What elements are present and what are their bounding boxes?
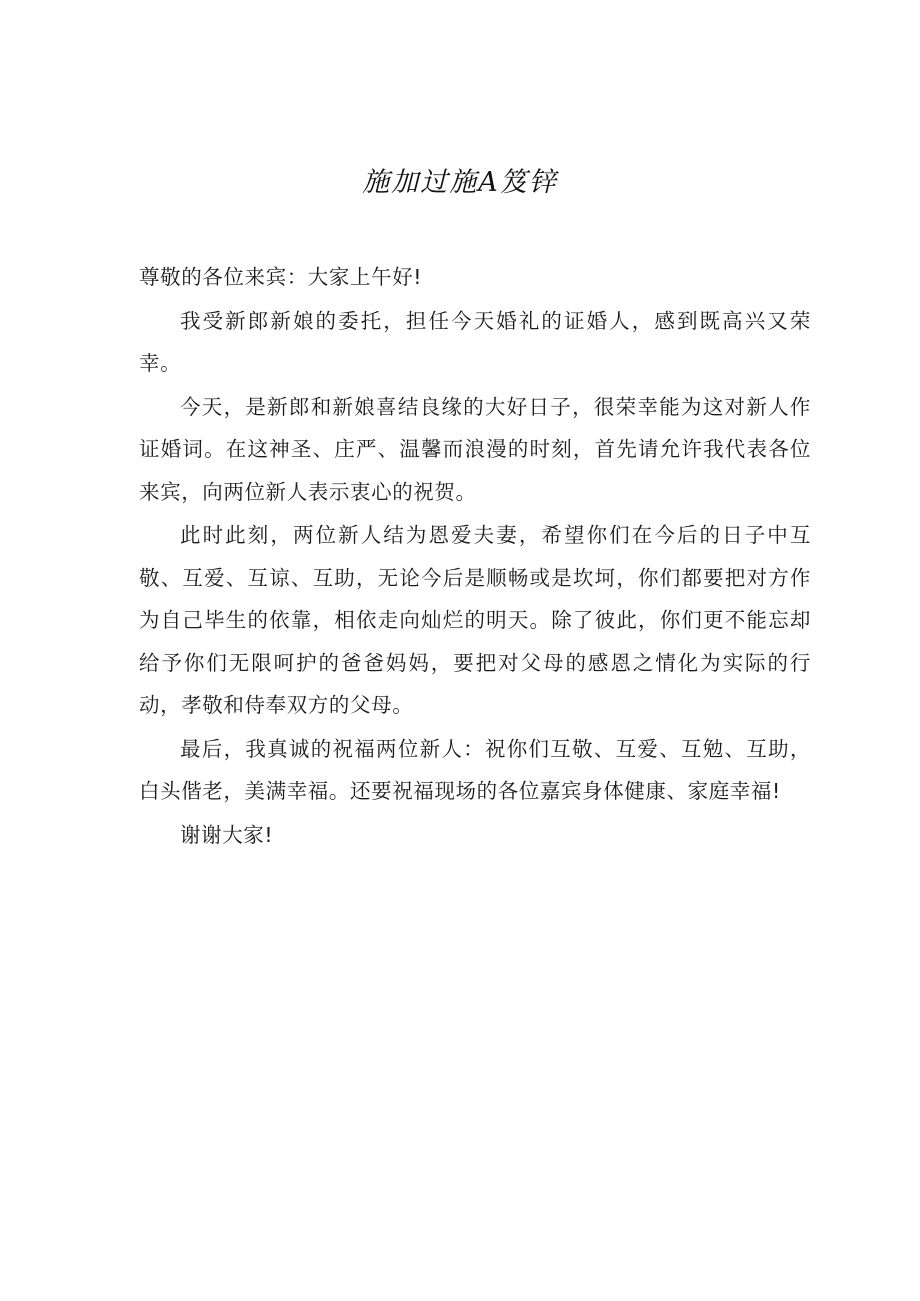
paragraph-congratulations: 今天，是新郎和新娘喜结良缘的大好日子，很荣幸能为这对新人作证婚词。在这神圣、庄严、温馨而浪漫的时刻，首先请允许我代表各位来宾，向两位新人表示衷心的祝贺。	[139, 394, 811, 504]
paragraph-entrustment: 我受新郎新娘的委托，担任今天婚礼的证婚人，感到既高兴又荣幸。	[139, 308, 811, 375]
paragraph-blessing: 最后，我真诚的祝福两位新人：祝你们互敬、互爱、互勉、互助，白头偕老，美满幸福。还要祝福现场的各位嘉宾身体健康、家庭幸福!	[139, 736, 811, 803]
salutation: 尊敬的各位来宾：大家上午好!	[139, 265, 423, 289]
document-title: 施加过施A笈锌	[362, 167, 558, 198]
document-body	[139, 256, 811, 857]
paragraph-thanks: 谢谢大家!	[180, 822, 274, 847]
paragraph-wishes: 此时此刻，两位新人结为恩爱夫妻，希望你们在今后的日子中互敬、互爱、互谅、互助，无论今后是顺畅或是坎坷，你们都要把对方作为自己毕生的依靠，相依走向灿烂的明天。除了彼此，你们更不能忘却给予你们无限呵护的爸爸妈妈，要把对父母的感恩之情化为实际的行动，孝敬和侍奉双方的父母。	[139, 523, 811, 717]
